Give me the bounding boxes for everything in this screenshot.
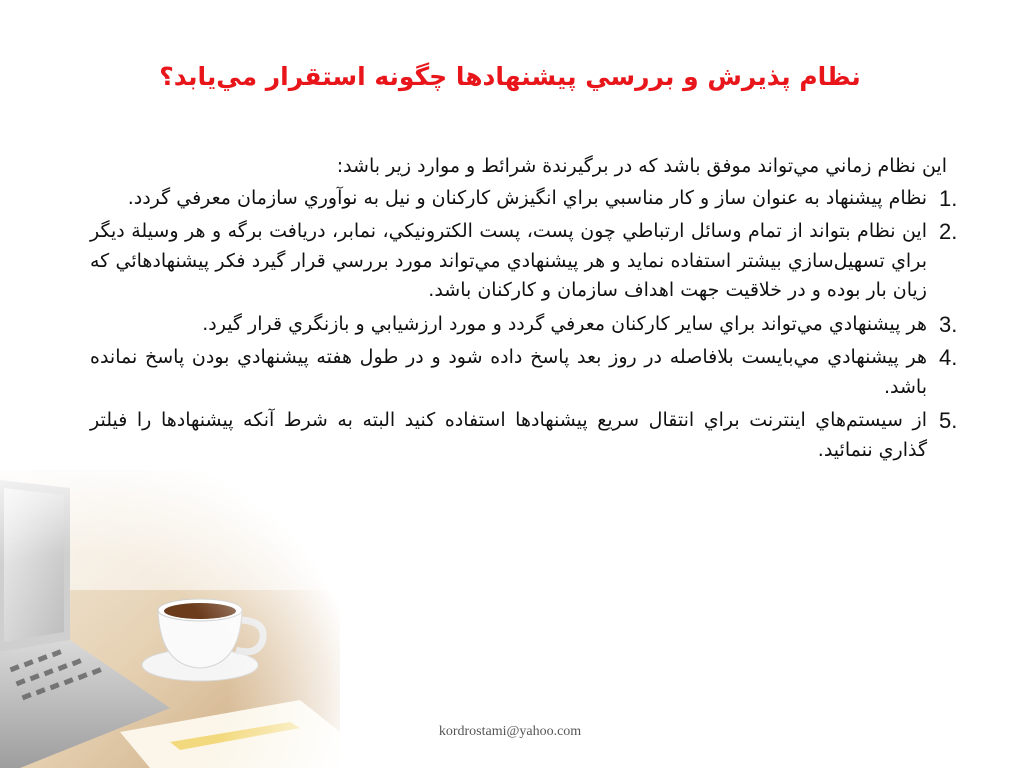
list-item <box>90 217 985 306</box>
footer-email: kordrostami@yahoo.com <box>438 724 582 739</box>
list-item <box>90 406 985 465</box>
slide-body <box>90 152 985 469</box>
list-item-number: 3. <box>939 311 958 337</box>
laptop-coffee-photo <box>0 470 340 768</box>
intro-text: اين نظام زماني مي‌تواند موفق باشد که در برگيرندة شرائط و موارد زير باشد: <box>336 155 947 177</box>
list-item-number: 1. <box>939 185 958 211</box>
list-item <box>90 184 985 214</box>
numbered-list <box>90 184 985 466</box>
list-item-number: 5. <box>939 408 958 433</box>
list-item <box>90 343 985 402</box>
list-item-text: از سيستم‌هاي اينترنت براي انتقال سريع پيشنهادها استفاده کنيد البته به شرط آنکه پيشنهادها را فيلتر گذاري ننمائيد. <box>90 409 927 461</box>
list-item-text: نظام پيشنهاد به عنوان ساز و کار مناسبي براي انگيزش کارکنان و نيل به نوآوري سازمان معرفي گردد. <box>127 186 927 209</box>
list-item-text: اين نظام بتواند از تمام وسائل ارتباطي چون پست، پست الکترونيکي، نمابر، دريافت برگه و هر وسيلة ديگر براي تسهيل‌سازي بيشتر استفاده نمايد و هر پيشنهادي مي‌تواند مورد بررسي قرار گيرد فکر پيشنهادهائي که زيان بار بوده و در خلاقيت جهت اهداف سازمان و کارکنان باشد. <box>90 220 927 301</box>
list-item-text: هر پيشنهادي مي‌تواند براي ساير کارکنان معرفي گردد و مورد ارزشيابي و بازنگري قرار گيرد. <box>202 312 927 335</box>
slide-title: نظام پذيرش و بررسي پيشنهادها چگونه استقرار مي‌يابد؟ <box>159 62 861 91</box>
list-item-number: 4. <box>939 345 958 370</box>
list-item-number: 2. <box>939 219 958 244</box>
list-item-text: هر پيشنهادي مي‌بايست بلافاصله در روز بعد پاسخ داده شود و در طول هفته پيشنهادي بودن پاسخ نمانده باشد. <box>90 346 927 398</box>
list-item <box>90 310 985 340</box>
